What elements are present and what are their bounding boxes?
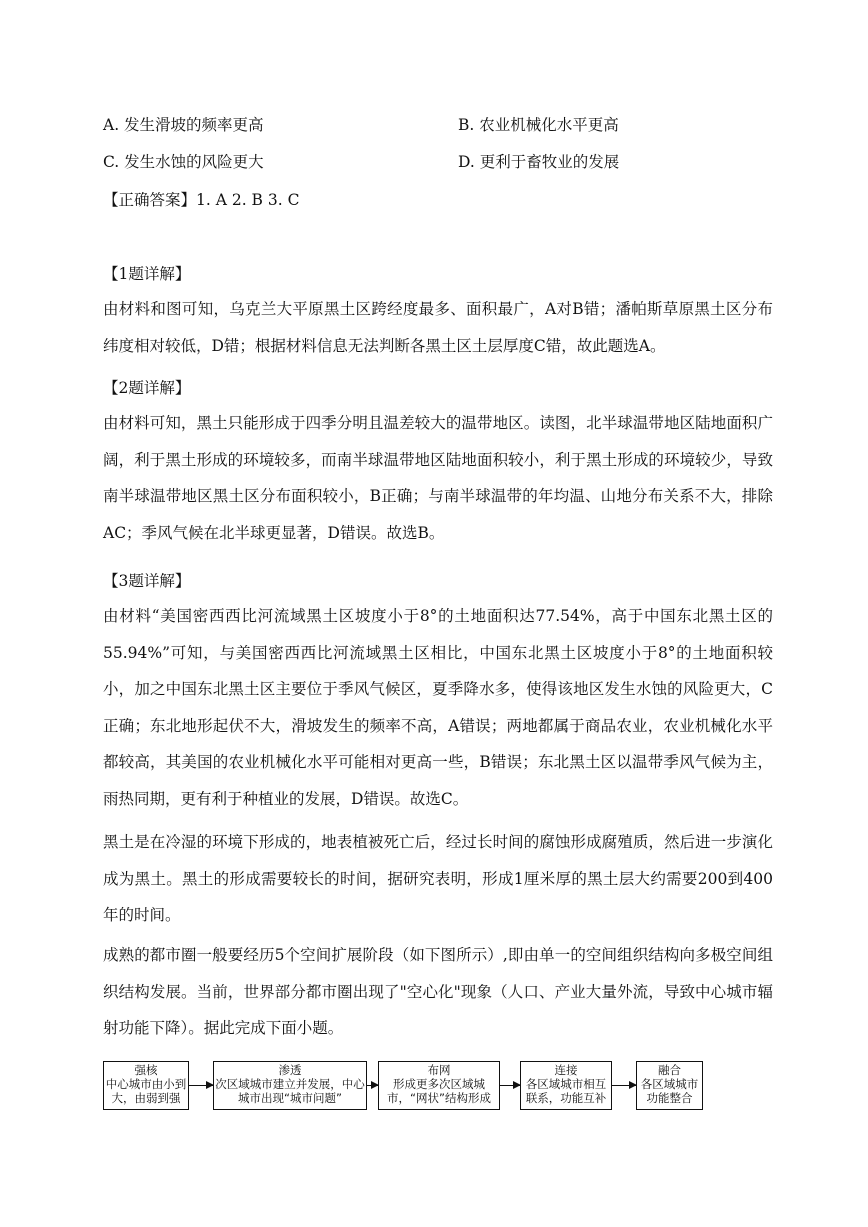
q3-heading: 【3题详解】 — [103, 572, 191, 590]
stage-box — [378, 1061, 500, 1110]
stage-box — [636, 1061, 703, 1110]
option-c: C. 发生水蚀的风险更大 — [103, 153, 264, 171]
correct-answer: 【正确答案】1. A 2. B 3. C — [103, 191, 300, 209]
stage-desc: 各区域城市功能整合 — [640, 1077, 699, 1105]
option-a: A. 发生滑坡的频率更高 — [103, 116, 264, 134]
stage-box — [520, 1061, 612, 1110]
stage-title: 布网 — [427, 1063, 451, 1077]
stage-title: 强核 — [134, 1063, 158, 1077]
stage-title: 融合 — [658, 1063, 681, 1077]
stage-desc: 中心城市由小到大，由弱到强 — [105, 1077, 187, 1105]
stage-desc: 各区域城市相互联系，功能互补 — [525, 1077, 607, 1105]
q1-heading: 【1题详解】 — [103, 265, 191, 283]
q1-explanation: 由材料和图可知，乌克兰大平原黑土区跨经度最多、面积最广，A对B错；潘帕斯草原黑土区分布纬度相对较低，D错；根据材料信息无法判断各黑土区土层厚度C错，故此题选A。 — [103, 300, 773, 355]
arrow-right-icon — [189, 1085, 213, 1086]
stage-box — [213, 1061, 367, 1110]
option-b: B. 农业机械化水平更高 — [458, 116, 619, 134]
option-d: D. 更利于畜牧业的发展 — [458, 153, 620, 171]
metro-stage-flowchart — [103, 1061, 713, 1111]
metro-intro-paragraph: 成熟的都市圈一般要经历5个空间扩展阶段（如下图所示）,即由单一的空间组织结构向多极空间组织结构发展。当前，世界部分都市圈出现了"空心化"现象（人口、产业大量外流，导致中心城市辐射功能下降）。据此完成下面小题。 — [103, 946, 773, 1037]
stage-box — [103, 1061, 189, 1110]
q3-explanation: 由材料“美国密西西比河流域黑土区坡度小于8°的土地面积达77.54%，高于中国东北黑土区的55.94%”可知，与美国密西西比河流域黑土区相比，中国东北黑土区坡度小于8°的土地面积较小，加之中国东北黑土区主要位于季风气候区，夏季降水多，使得该地区发生水蚀的风险更大，C正确；东北地形起伏不大，滑坡发生的频率不高，A错误；两地都属于商品农业，农业机械化水平都较高，其美国的农业机械化水平可能相对更高一些，B错误；东北黑土区以温带季风气候为主，雨热同期，更有利于种植业的发展，D错误。故选C。 — [103, 607, 773, 808]
stage-title: 连接 — [554, 1063, 578, 1077]
stage-desc: 形成更多次区域城市，“网状”结构形成 — [387, 1077, 491, 1105]
stage-title: 渗透 — [278, 1063, 302, 1077]
q2-heading: 【2题详解】 — [103, 379, 191, 397]
black-soil-paragraph: 黑土是在冷湿的环境下形成的，地表植被死亡后，经过长时间的腐蚀形成腐殖质，然后进一步演化成为黑土。黑土的形成需要较长的时间，据研究表明，形成1厘米厚的黑土层大约需要200到400年的时间。 — [103, 833, 773, 924]
arrow-right-icon — [500, 1085, 520, 1086]
arrow-right-icon — [612, 1085, 636, 1086]
stage-desc: 次区域城市建立并发展，中心城市出现“城市问题” — [215, 1077, 365, 1105]
arrow-right-icon — [367, 1085, 378, 1086]
q2-explanation: 由材料可知，黑土只能形成于四季分明且温差较大的温带地区。读图，北半球温带地区陆地面积广阔，利于黑土形成的环境较多，而南半球温带地区陆地面积较小，利于黑土形成的环境较少，导致南半球温带地区黑土区分布面积较小，B正确；与南半球温带的年均温、山地分布关系不大，排除AC；季风气候在北半球更显著，D错误。故选B。 — [103, 414, 773, 542]
